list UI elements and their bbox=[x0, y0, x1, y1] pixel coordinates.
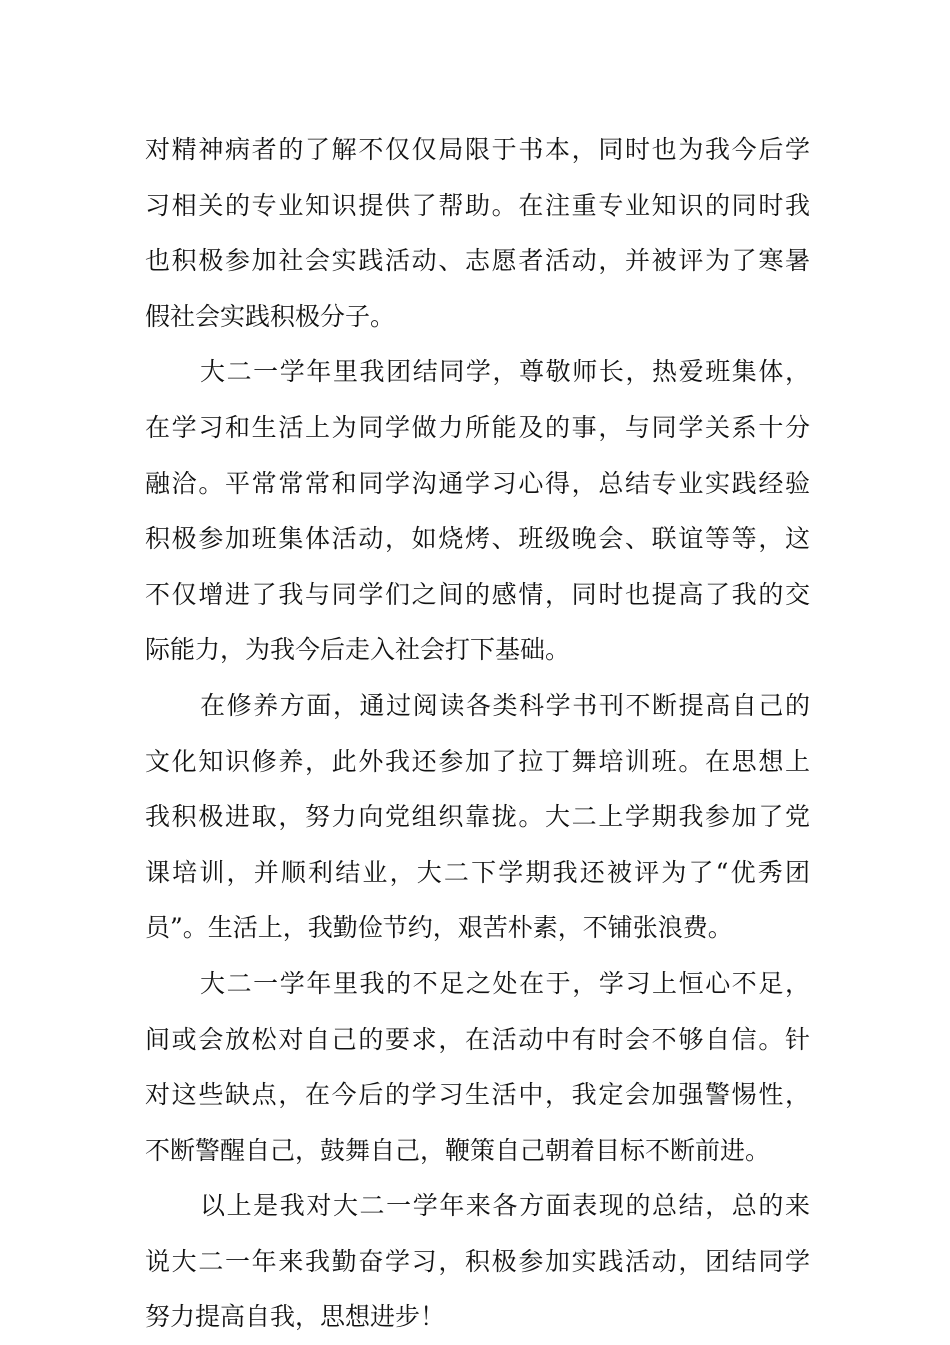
text-line: 文化知识修养，此外我还参加了拉丁舞培训班。在思想上 bbox=[145, 746, 810, 776]
paragraph bbox=[145, 344, 810, 678]
paragraph bbox=[145, 678, 810, 956]
text-line: 在学习和生活上为同学做力所能及的事，与同学关系十分 bbox=[145, 412, 810, 442]
text-line: 我积极进取，努力向党组织靠拢。大二上学期我参加了党 bbox=[145, 802, 810, 832]
text-line: 际能力，为我今后走入社会打下基础。 bbox=[145, 635, 571, 665]
text-line: 对精神病者的了解不仅仅局限于书本，同时也为我今后学 bbox=[145, 135, 810, 164]
text-line: 不仅增进了我与同学们之间的感情，同时也提高了我的交 bbox=[145, 579, 810, 609]
text-line: 融洽。平常常常和同学沟通学习心得，总结专业实践经验 bbox=[145, 468, 810, 498]
paragraph bbox=[145, 956, 810, 1178]
text-line: 对这些缺点，在今后的学习生活中，我定会加强警惕性， bbox=[145, 1080, 810, 1110]
text-line: 员”。生活上，我勤俭节约，艰苦朴素，不铺张浪费。 bbox=[145, 913, 733, 943]
text-line: 努力提高自我，思想进步！ bbox=[145, 1302, 446, 1332]
text-line: 间或会放松对自己的要求，在活动中有时会不够自信。针 bbox=[145, 1024, 810, 1054]
text-line: 说大二一年来我勤奋学习，积极参加实践活动，团结同学 bbox=[145, 1246, 810, 1276]
text-line: 在修养方面，通过阅读各类科学书刊不断提高自己的 bbox=[200, 690, 810, 720]
text-line: 积极参加班集体活动，如烧烤、班级晚会、联谊等等，这 bbox=[145, 524, 810, 554]
text-line: 假社会实践积极分子。 bbox=[145, 301, 396, 331]
document-page bbox=[145, 122, 810, 1345]
text-line: 课培训，并顺利结业，大二下学期我还被评为了“优秀团 bbox=[145, 857, 810, 887]
text-line: 不断警醒自己，鼓舞自己，鞭策自己朝着目标不断前进。 bbox=[145, 1135, 771, 1165]
text-line: 习相关的专业知识提供了帮助。在注重专业知识的同时我 bbox=[145, 190, 810, 220]
text-line: 以上是我对大二一学年来各方面表现的总结，总的来 bbox=[200, 1191, 810, 1221]
text-line: 大二一学年里我团结同学，尊敬师长，热爱班集体， bbox=[200, 357, 810, 387]
paragraph bbox=[145, 1178, 810, 1345]
text-line: 大二一学年里我的不足之处在于，学习上恒心不足， bbox=[200, 968, 810, 998]
text-line: 也积极参加社会实践活动、志愿者活动，并被评为了寒暑 bbox=[145, 246, 810, 276]
paragraph bbox=[145, 122, 810, 344]
